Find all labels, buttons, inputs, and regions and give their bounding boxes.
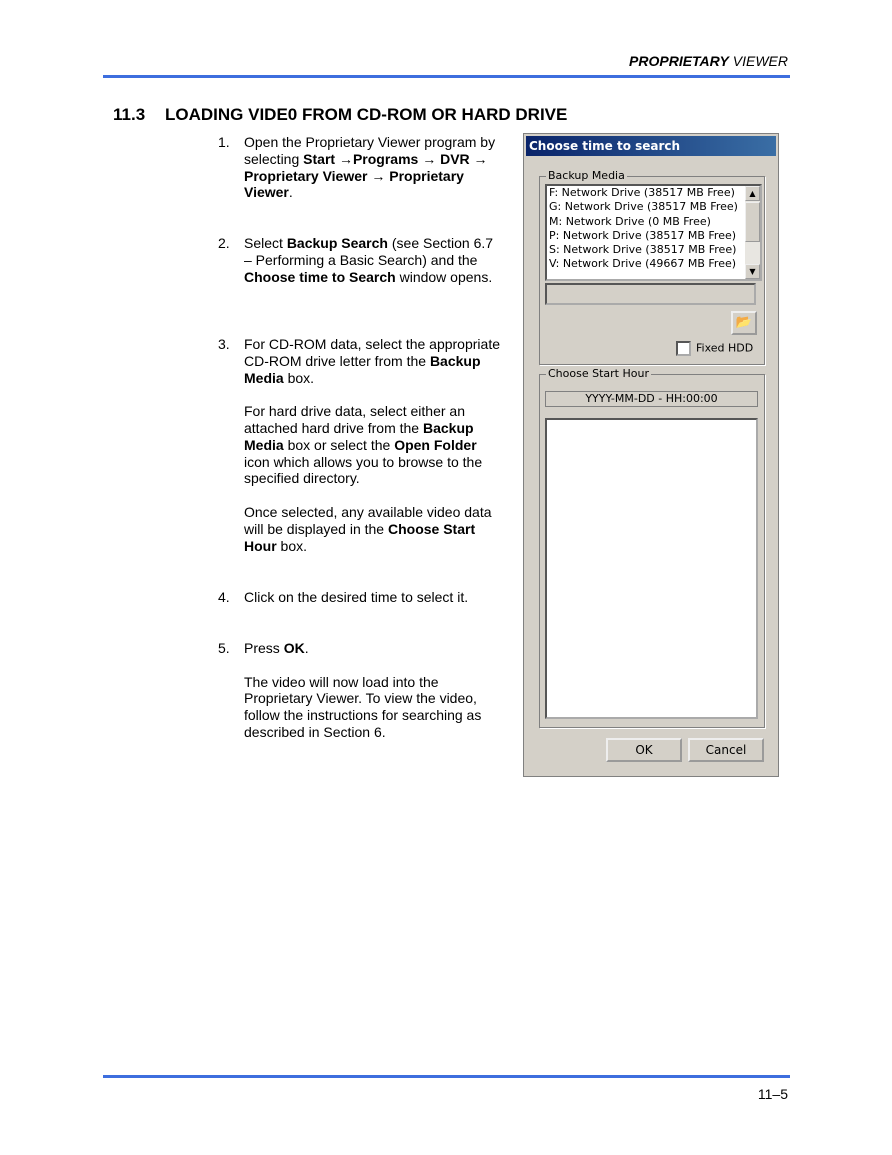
text-run: For CD-ROM data, select the appropriate CD-ROM drive letter from the [244,336,500,369]
bold-term: OK [283,640,305,656]
folder-open-icon: 📂 [735,315,753,330]
media-list-item[interactable]: F: Network Drive (38517 MB Free) [549,186,735,199]
backup-media-label: Backup Media [548,169,625,182]
text-run: Press [244,640,284,656]
step-number: 4. [218,589,230,605]
step-paragraph [244,504,503,554]
text-run: box or select the [283,436,395,453]
text-run: (see Section 6.7 – Performing a Basic Search) and the [244,235,494,268]
step [218,589,503,606]
scroll-up-button[interactable] [745,186,760,201]
section-heading [113,105,567,125]
step-number: 1. [218,134,230,150]
media-scrollbar[interactable] [745,186,760,279]
step [218,235,503,285]
header-rule [103,75,790,78]
media-list-item[interactable]: G: Network Drive (38517 MB Free) [549,200,738,214]
bold-term: Backup Search [286,235,388,251]
step-paragraph [244,589,503,606]
header-title-rest: VIEWER [732,53,788,69]
path-field[interactable] [545,283,756,305]
step [218,134,503,201]
running-header [629,53,788,69]
step-number: 5. [218,640,230,656]
step-number: 2. [218,235,230,251]
start-hour-list[interactable] [545,418,758,719]
backup-media-list[interactable] [545,184,762,281]
text-run: Once selected, any available video data will be displayed in the [244,503,492,537]
media-list-item[interactable]: V: Network Drive (49667 MB Free) [549,257,737,271]
step-body [244,589,503,606]
media-list-item[interactable]: M: Network Drive (0 MB Free) [549,214,711,228]
step-paragraph [244,640,503,657]
text-run: . [288,184,293,201]
start-hour-group [539,367,765,728]
cancel-button[interactable]: Cancel [688,738,764,762]
step-body [244,235,503,285]
backup-media-group [539,169,765,365]
open-folder-button[interactable] [731,311,757,335]
bold-term: Choose Start Hour [244,520,476,554]
step-paragraph [244,235,503,285]
header-title-bold: PROPRIETARY [629,53,729,69]
media-list-item[interactable]: P: Network Drive (38517 MB Free) [549,228,737,242]
step-paragraph [244,336,503,386]
text-run: window opens. [395,268,493,285]
text-run: Click on the desired time to select it. [244,589,469,605]
page-number: 11–5 [757,1086,788,1102]
section-title: LOADING VIDE0 FROM CD-ROM OR HARD DRIVE [165,105,568,124]
step-paragraph [244,674,503,741]
step-paragraph [244,134,503,201]
bold-term: Start →Programs → DVR → Proprietary Viewer → Proprietary Viewer [244,150,488,201]
dialog-title-bar[interactable]: Choose time to search [526,136,776,156]
text-run: For hard drive data, select either an attached hard drive from the [244,403,466,436]
text-run: icon which allows you to browse to the specified directory. [244,453,483,487]
scroll-thumb[interactable] [745,202,760,242]
bold-term: Backup Media [244,419,474,453]
section-number: 11.3 [113,105,146,124]
text-run: Open the Proprietary Viewer program by selecting [244,134,496,167]
date-format-display: YYYY-MM-DD - HH:00:00 [545,391,758,407]
text-run: box. [283,369,315,386]
step-number: 3. [218,336,230,352]
step-paragraph [244,403,503,487]
fixed-hdd-label: Fixed HDD [696,341,754,355]
bold-term: Choose time to Search [244,268,396,285]
choose-time-dialog [523,133,779,777]
footer-rule [103,1075,790,1078]
step-body [244,336,503,554]
text-run: Select [244,235,287,251]
step [218,336,503,554]
up-arrow-icon: ▲ [749,189,756,198]
text-run: The video will now load into the Proprietary Viewer. To view the video, follow the instructions for searching as described in Section 6. [244,673,482,740]
step-body [244,640,503,741]
step-body [244,134,503,201]
media-list-item[interactable]: S: Network Drive (38517 MB Free) [549,243,737,257]
fixed-hdd-box[interactable] [676,341,691,356]
down-arrow-icon: ▼ [749,267,756,276]
text-run: . [304,640,309,656]
bold-term: Open Folder [394,436,477,453]
scroll-down-button[interactable] [745,264,760,279]
text-run: box. [276,537,308,554]
bold-term: Backup Media [244,352,481,386]
ok-button[interactable]: OK [606,738,682,762]
fixed-hdd-checkbox[interactable] [676,341,753,356]
media-items [547,186,760,272]
step [218,640,503,741]
start-hour-label: Choose Start Hour [548,367,649,380]
